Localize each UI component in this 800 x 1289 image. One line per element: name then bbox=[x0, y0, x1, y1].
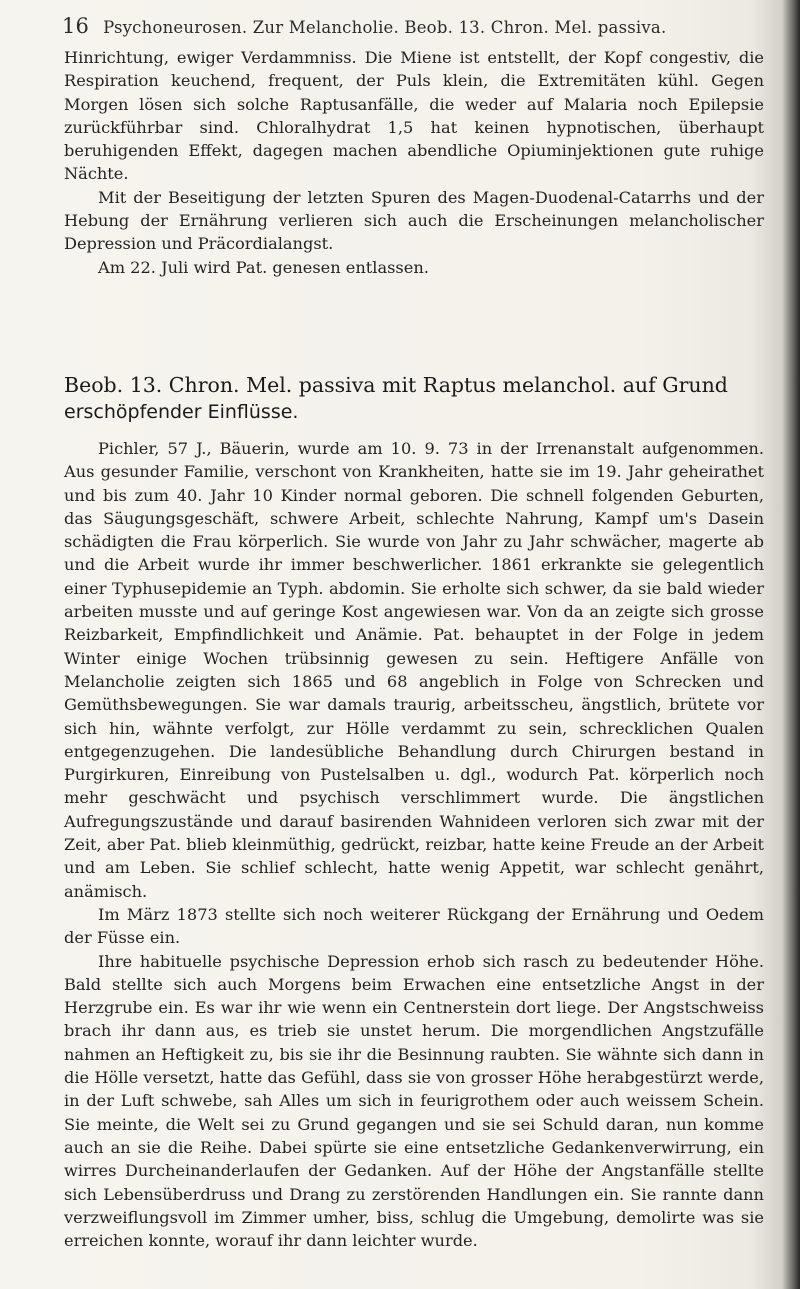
continued-case-text bbox=[64, 46, 764, 279]
paragraph: Ihre habituelle psychische Depression erhob sich rasch zu bedeutender Höhe. Bald stellte sich auch Morgens beim Erwachen eine entsetzliche Angst in der Herzgrube ein. Es war ihr wie wenn ein Centnerstein dort liege. Der Angstschweiss brach ihr dann aus, es trieb sie unstet herum. Die morgendlichen Angstzufälle nahmen an Heftigkeit zu, bis sie ihr die Besinnung raubten. Sie wähnte sich dann in die Hölle versetzt, hatte das Gefühl, dass sie von grosser Höhe herabgestürzt werde, in der Luft schwebe, sah Alles um sich in feurigrothem oder auch weissem Schein. Sie meinte, die Welt sei zu Grund gegangen und sie sei Schuld daran, nun komme auch an sie die Reihe. Dabei spürte sie eine entsetzliche Gedankenverwirrung, ein wirres Durcheinanderlaufen der Gedanken. Auf der Höhe der Angstanfälle stellte sich Lebensüberdruss und Drang zu zerstörenden Handlungen ein. Sie rannte dann verzweiflungsvoll im Zimmer umher, biss, schlug die Umgebung, demolirte was sie erreichen konnte, worauf ihr dann leichter wurde. bbox=[64, 951, 764, 1251]
page-number: 16 bbox=[62, 14, 90, 38]
paragraph: Hinrichtung, ewiger Verdammniss. Die Miene ist entstellt, der Kopf congestiv, die Respiration keuchend, frequent, der Puls klein, die Extremitäten kühl. Gegen Morgen lösen sich solche Raptusanfälle, die weder auf Malaria noch Epilepsie zurückführbar sind. Chloralhydrat 1,5 hat keinen hypnotischen, überhaupt beruhigenden Effekt, dagegen machen abendliche Opiuminjektionen gute ruhige Nächte. bbox=[64, 48, 764, 184]
paragraph: Pichler, 57 J., Bäuerin, wurde am 10. 9. 73 in der Irrenanstalt aufgenommen. Aus gesunder Familie, verschont von Krankheiten, hatte sie im 19. Jahr geheirathet und bis zum 40. Jahr 10 Kinder normal geboren. Die schnell folgenden Geburten, das Säugungsgeschäft, schwere Arbeit, schlechte Nahrung, Kampf um's Dasein schädigten die Frau körperlich. Sie wurde von Jahr zu Jahr schwächer, magerte ab und die Arbeit wurde ihr immer beschwerlicher. 1861 erkrankte sie gelegentlich einer Typhusepidemie an Typh. abdomin. Sie erholte sich schwer, da sie bald wieder arbeiten musste und auf geringe Kost angewiesen war. Von da an zeigte sich grosse Reizbarkeit, Empfindlichkeit und Anämie. Pat. behauptet in der Folge in jedem Winter einige Wochen trübsinnig gewesen zu sein. Heftigere Anfälle von Melancholie zeigten sich 1865 und 68 angeblich in Folge von Schrecken und Gemüthsbewegungen. Sie war damals traurig, arbeitsscheu, ängstlich, brütete vor sich hin, wähnte verfolgt, zur Hölle verdammt zu sein, schrecklichen Qualen entgegenzugehen. Die landesübliche Behandlung durch Chirurgen bestand in Purgirkuren, Einreibung von Pustelsalben u. dgl., wodurch Pat. körperlich noch mehr geschwächt und psychisch verschlimmert wurde. Die ängstlichen Aufregungszustände und darauf basirenden Wahnideen verloren sich zwar mit der Zeit, aber Pat. blieb kleinmüthig, gedrückt, reizbar, hatte keine Freude an der Arbeit und am Leben. Sie schlief schlecht, hatte wenig Appetit, war schlecht genährt, anämisch. bbox=[64, 439, 764, 901]
paragraph: Am 22. Juli wird Pat. genesen entlassen. bbox=[98, 257, 429, 277]
case-report-text bbox=[64, 437, 764, 1252]
case-heading-line1: Beob. 13. Chron. Mel. passiva mit Raptus melanchol. auf Grund bbox=[64, 373, 728, 397]
case-heading-line2: erschöpfender Einflüsse. bbox=[64, 401, 299, 423]
page-edge-shadow bbox=[782, 0, 800, 1289]
paragraph: Mit der Beseitigung der letzten Spuren des Magen-Duodenal-Catarrhs und der Hebung der Ernährung verlieren sich auch die Erscheinungen melancholischer Depression und Präcordialangst. bbox=[64, 187, 764, 254]
paragraph: Im März 1873 stellte sich noch weiterer Rückgang der Ernährung und Oedem der Füsse ein. bbox=[64, 904, 764, 948]
running-title: Psychoneurosen. Zur Melancholie. Beob. 13. Chron. Mel. passiva. bbox=[103, 18, 667, 37]
running-header bbox=[62, 14, 762, 38]
case-heading bbox=[64, 372, 764, 425]
